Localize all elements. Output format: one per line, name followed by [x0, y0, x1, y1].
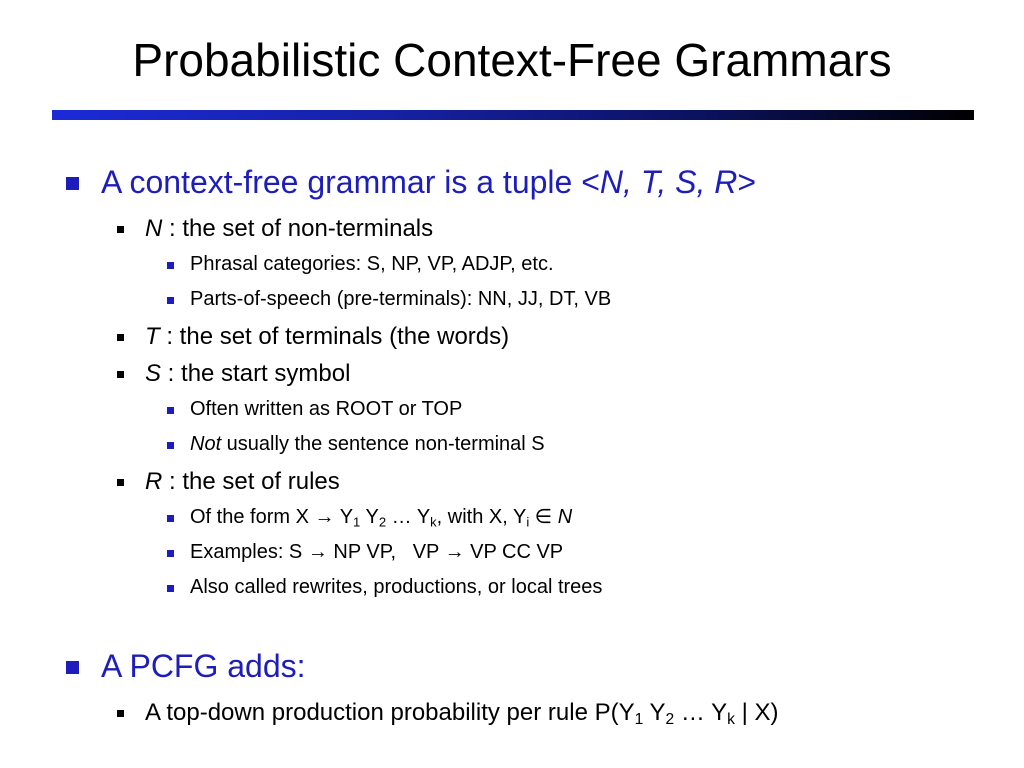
element-of-symbol: ∈: [534, 506, 553, 528]
bullet-marker: [167, 515, 174, 522]
bullet-pcfg-adds: A PCFG adds:: [101, 648, 306, 684]
bullet-parts-of-speech: Parts-of-speech (pre-terminals): NN, JJ, DT, VB: [190, 288, 612, 310]
bullet-cfg-tuple: A context-free grammar is a tuple <N, T, S, R>: [101, 164, 757, 200]
bullet-marker: [117, 334, 124, 341]
bullet-terminals: T : the set of terminals (the words): [145, 323, 510, 350]
bullet-marker: [66, 177, 79, 190]
bullet-marker: [117, 710, 124, 717]
bullet-marker: [117, 479, 124, 486]
bullet-marker: [167, 550, 174, 557]
bullet-phrasal-categories: Phrasal categories: S, NP, VP, ADJP, etc.: [190, 253, 554, 275]
bullet-rule-form: Of the form $X \to Y_1$ $Y_2$ … $Y_k$, with X, $Y_i$ ∈ N: [190, 506, 573, 530]
bullet-marker: [167, 262, 174, 269]
bullet-marker: [167, 442, 174, 449]
bullet-marker: [167, 407, 174, 414]
bullet-rewrites: Also called rewrites, productions, or local trees: [190, 576, 603, 598]
bullet-nonterminals: N : the set of non-terminals: [145, 215, 434, 242]
bullet-marker: [167, 585, 174, 592]
arrow-symbol: →: [314, 506, 335, 528]
bullet-marker: [117, 371, 124, 378]
bullet-production-probability: A top-down production probability per rule $P(Y_1$ $Y_2$ … $Y_k$ | X): [145, 699, 779, 728]
arrow-symbol: →: [444, 541, 465, 563]
bullet-marker: [66, 661, 79, 674]
bullet-start-symbol: S : the start symbol: [145, 360, 351, 387]
bullet-marker: [117, 226, 124, 233]
title-divider: [52, 110, 974, 120]
bullet-rules: R : the set of rules: [145, 468, 340, 495]
slide-title: Probabilistic Context-Free Grammars: [132, 34, 892, 86]
bullet-root-or-top: Often written as ROOT or TOP: [190, 398, 463, 420]
bullet-examples: Examples: S → NP VP, VP → VP CC VP: [190, 541, 564, 563]
arrow-symbol: →: [307, 541, 328, 563]
bullet-marker: [167, 297, 174, 304]
bullet-not-sentence: Not usually the sentence non-terminal S: [190, 433, 545, 455]
